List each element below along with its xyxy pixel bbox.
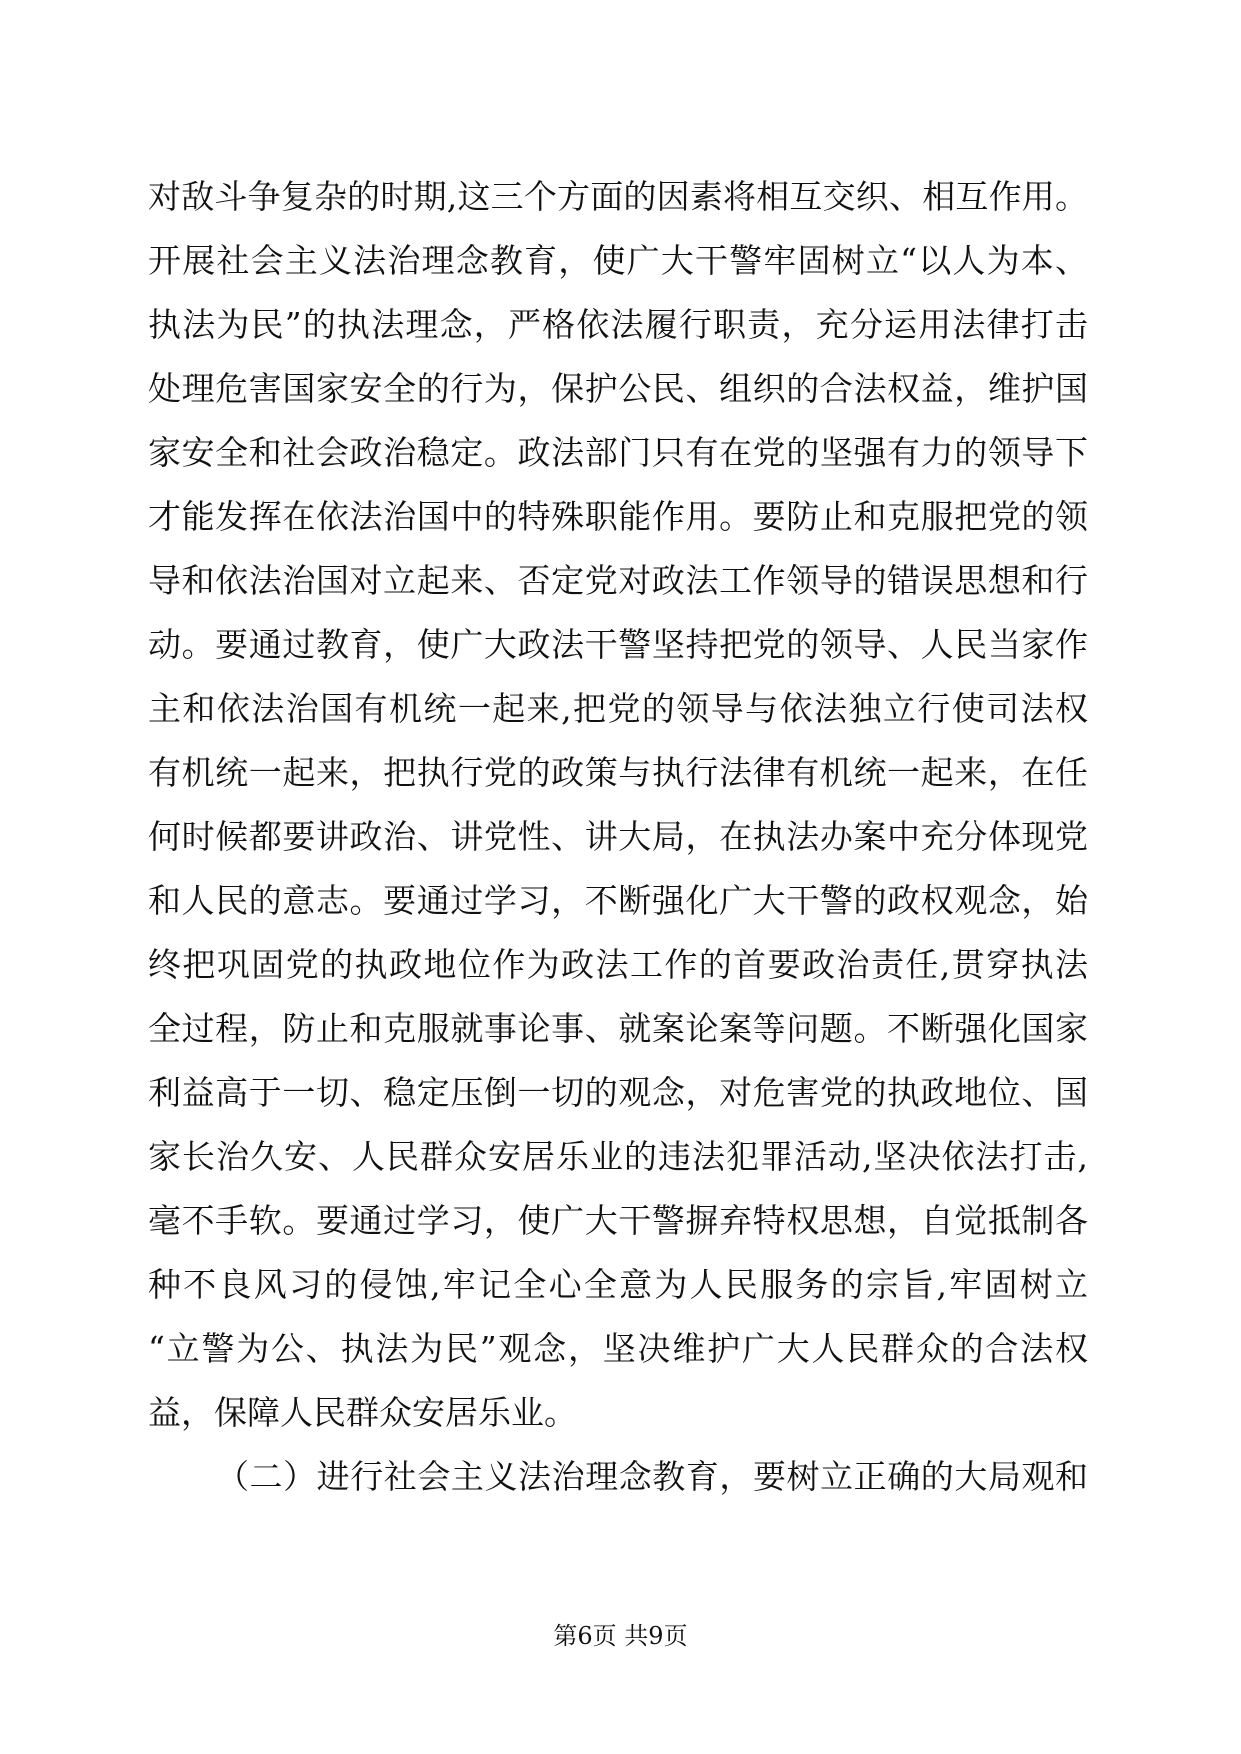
- text-line: 终把巩固党的执政地位作为政法工作的首要政治责任,贯穿执法: [148, 945, 1088, 984]
- text-line: 何时候都要讲政治、讲党性、讲大局，在执法办案中充分体现党: [148, 817, 1088, 856]
- text-line: 导和依法治国对立起来、否定党对政法工作领导的错误思想和行: [148, 561, 1088, 600]
- text-line: 主和依法治国有机统一起来,把党的领导与依法独立行使司法权: [148, 689, 1088, 728]
- section-heading-line: （二）进行社会主义法治理念教育，要树立正确的大局观和: [216, 1457, 1088, 1496]
- body-text: [148, 165, 1088, 1509]
- text-line: 开展社会主义法治理念教育，使广大干警牢固树立“以人为本、: [148, 241, 1088, 280]
- page-number-footer: 第6页 共9页: [553, 1622, 688, 1650]
- text-line: 才能发挥在依法治国中的特殊职能作用。要防止和克服把党的领: [148, 497, 1088, 536]
- text-line: 利益高于一切、稳定压倒一切的观念，对危害党的执政地位、国: [148, 1073, 1088, 1112]
- text-line: “立警为公、执法为民”观念，坚决维护广大人民群众的合法权: [148, 1329, 1088, 1368]
- text-line: 处理危害国家安全的行为，保护公民、组织的合法权益，维护国: [148, 369, 1088, 408]
- text-line: 全过程，防止和克服就事论事、就案论案等问题。不断强化国家: [148, 1009, 1088, 1048]
- text-line: 有机统一起来，把执行党的政策与执行法律有机统一起来，在任: [148, 753, 1088, 792]
- text-line: 对敌斗争复杂的时期,这三个方面的因素将相互交织、相互作用。: [148, 177, 1088, 216]
- text-line: 种不良风习的侵蚀,牢记全心全意为人民服务的宗旨,牢固树立: [148, 1265, 1088, 1304]
- text-line: 毫不手软。要通过学习，使广大干警摒弃特权思想，自觉抵制各: [148, 1201, 1088, 1240]
- text-line: 家安全和社会政治稳定。政法部门只有在党的坚强有力的领导下: [148, 433, 1088, 472]
- text-line: 家长治久安、人民群众安居乐业的违法犯罪活动,坚决依法打击,: [148, 1137, 1088, 1176]
- text-line: 执法为民”的执法理念，严格依法履行职责，充分运用法律打击: [148, 305, 1088, 344]
- text-line: 和人民的意志。要通过学习，不断强化广大干警的政权观念，始: [148, 881, 1088, 920]
- paragraph-end-line: 益，保障人民群众安居乐业。: [148, 1393, 577, 1432]
- text-line: 动。要通过教育，使广大政法干警坚持把党的领导、人民当家作: [148, 625, 1088, 664]
